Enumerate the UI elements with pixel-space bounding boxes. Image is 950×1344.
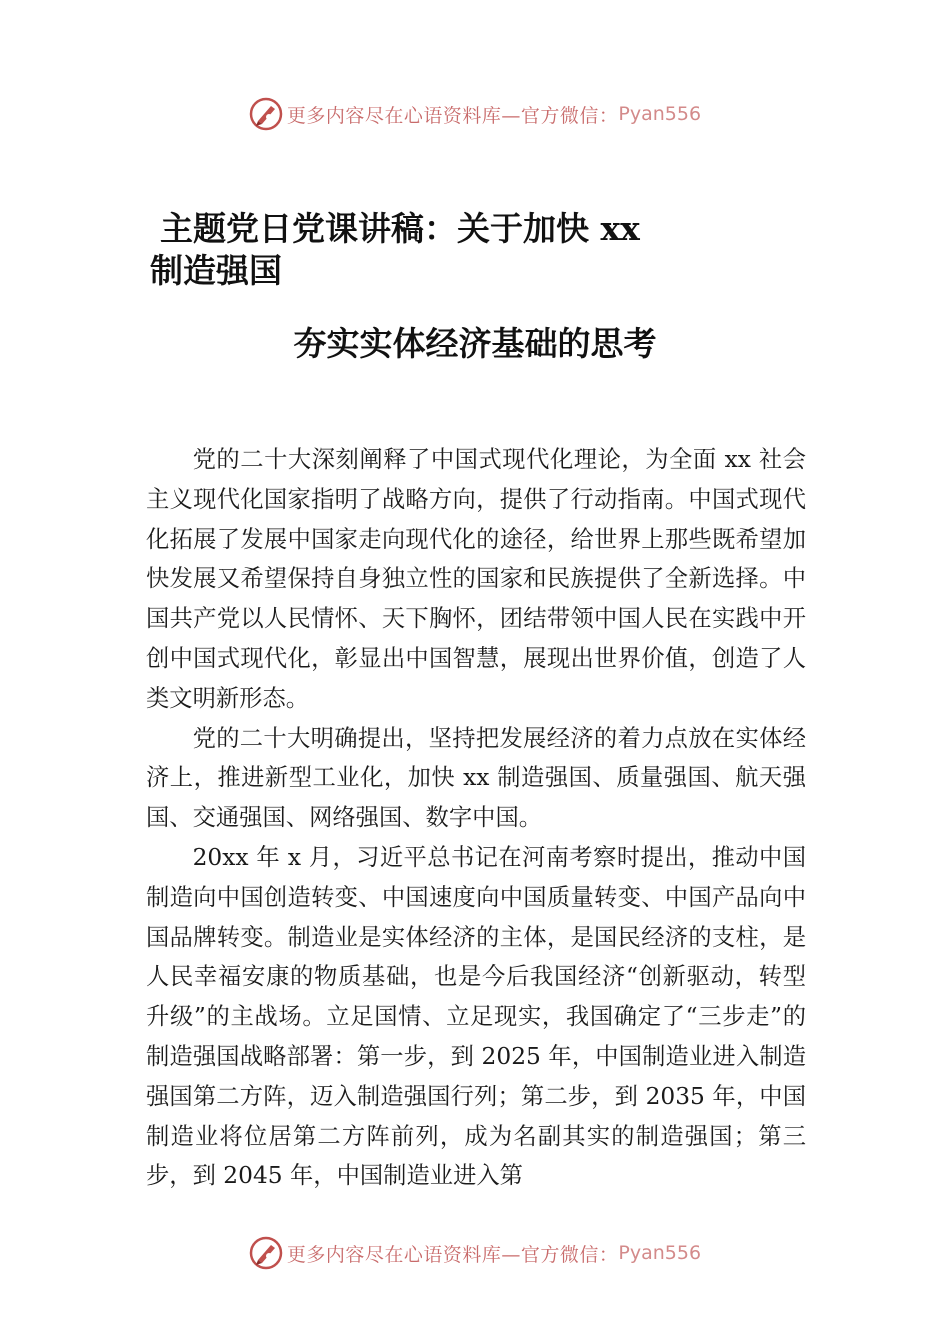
document-body	[146, 440, 806, 1196]
document-title-line-2: 制造强国	[150, 251, 282, 290]
document-title-line-1: 主题党日党课讲稿：关于加快 xx	[160, 209, 640, 248]
banner-text: 更多内容尽在心语资料库—官方微信：	[286, 1243, 619, 1266]
banner-wechat-id: Pyan556	[618, 1242, 702, 1264]
header-watermark-banner	[0, 94, 950, 134]
pen-logo-icon	[249, 97, 283, 131]
banner-wechat-id: Pyan556	[618, 103, 702, 125]
pen-logo-icon	[249, 1236, 283, 1270]
paragraph: 20xx 年 x 月，习近平总书记在河南考察时提出，推动中国制造向中国创造转变、中国速度向中国质量转变、中国产品向中国品牌转变。制造业是实体经济的主体，是国民经济的支柱，是人民幸福安康的物质基础，也是今后我国经济“创新驱动，转型升级”的主战场。立足国情、立足现实，我国确定了“三步走”的制造强国战略部署：第一步，到 2025 年，中国制造业进入制造强国第二方阵，迈入制造强国行列；第二步，到 2035 年，中国制造业将位居第二方阵前列，成为名副其实的制造强国；第三步，到 2045 年，中国制造业进入第	[146, 843, 806, 1190]
paragraph: 党的二十大明确提出，坚持把发展经济的着力点放在实体经济上，推进新型工业化，加快 xx 制造强国、质量强国、航天强国、交通强国、网络强国、数字中国。	[146, 724, 806, 832]
document-title-line-3: 夯实实体经济基础的思考	[293, 324, 657, 363]
banner-text: 更多内容尽在心语资料库—官方微信：	[286, 104, 619, 127]
footer-watermark-banner	[0, 1233, 950, 1273]
paragraph: 党的二十大深刻阐释了中国式现代化理论，为全面 xx 社会主义现代化国家指明了战略方向，提供了行动指南。中国式现代化拓展了发展中国家走向现代化的途径，给世界上那些既希望加快发展又希望保持自身独立性的国家和民族提供了全新选择。中国共产党以人民情怀、天下胸怀，团结带领中国人民在实践中开创中国式现代化，彰显出中国智慧，展现出世界价值，创造了人类文明新形态。	[146, 446, 806, 712]
